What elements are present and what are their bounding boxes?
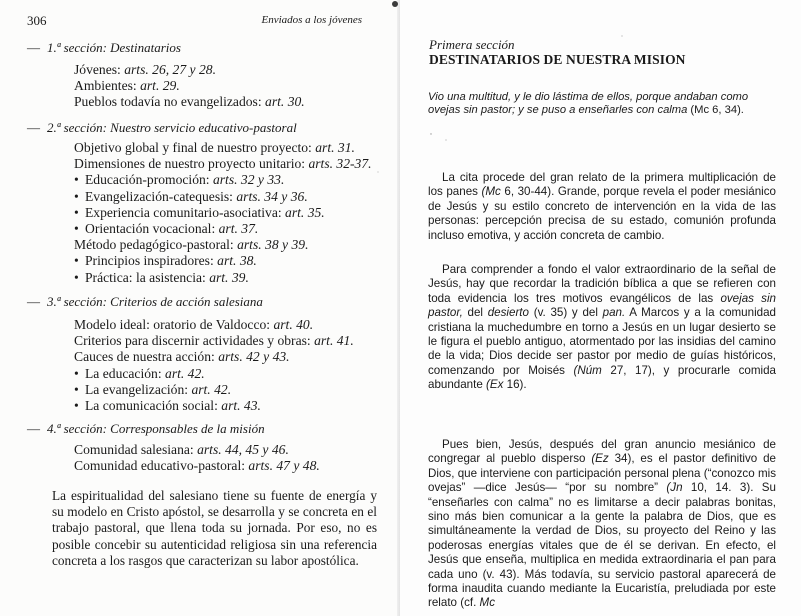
index-line: [74, 317, 354, 333]
index-line: [74, 366, 354, 382]
section-lines: [74, 317, 354, 414]
article-reference: art. 31.: [315, 140, 355, 155]
index-line-text: Cauces de nuestra acción:: [74, 349, 219, 365]
index-line-text: Orientación vocacional:: [85, 221, 219, 237]
italic-run: (Núm: [573, 363, 602, 377]
italic-run: ovejas sin pastor,: [428, 291, 777, 320]
index-line-text: La educación:: [85, 365, 166, 381]
epigraph: [428, 91, 775, 117]
index-line: [74, 156, 372, 172]
article-reference: art. 37.: [218, 221, 259, 237]
italic-run: (Jn: [666, 481, 683, 495]
index-line-text: Criterios para discernir actividades y obras:: [74, 333, 315, 349]
section-heading: — 3.ª sección: Criterios de acción salesiana: [27, 294, 263, 309]
index-line: [74, 237, 372, 253]
text-run: 27, 17), y procurarle comida abundante: [428, 363, 777, 392]
article-reference: arts. 32 y 33.: [212, 172, 285, 188]
index-line: [74, 140, 372, 156]
italic-run: (Mc: [481, 185, 501, 199]
article-reference: arts. 34 y 36.: [236, 188, 308, 204]
closing-paragraph: La espiritualidad del salesiano tiene su fuente de energía y su modelo en Cristo apóstol, se desarrolla y se concreta en el trabajo pastoral, que llena toda su jornada. Por eso, no es posible concebir su autenticidad religiosa sin una referencia concreta a los rasgos que caracterizan su labor apostólica.: [52, 488, 377, 568]
body-paragraph: [428, 438, 776, 611]
section-heading: — 4.ª sección: Corresponsables de la misión: [27, 421, 265, 436]
index-line-text: Dimensiones de nuestro proyecto unitario:: [74, 156, 309, 172]
article-reference: art. 39.: [209, 269, 249, 285]
text-run: 34), es el pastor definitivo de Dios, que interviene con participación personal plena (“conozco mis ovejas” —dice Jesús— “por su nombre”: [428, 452, 776, 495]
index-line-text: Evangelización-catequesis:: [85, 188, 237, 204]
italic-run: desierto: [487, 306, 529, 320]
text-run: del: [462, 306, 488, 320]
article-reference: arts. 26, 27 y 28.: [124, 62, 216, 77]
index-line-text: Método pedagógico-pastoral:: [74, 237, 238, 253]
article-reference: arts. 47 y 48.: [248, 458, 320, 474]
index-line: [74, 78, 305, 94]
index-line: [74, 270, 372, 286]
section-lines: [74, 62, 305, 111]
index-line: [74, 205, 372, 221]
section-lines: [74, 140, 372, 286]
article-reference: art. 35.: [285, 204, 325, 220]
index-line-text: Comunidad educativo-pastoral:: [74, 458, 249, 474]
article-reference: art. 29.: [140, 78, 180, 94]
running-title: Enviados a los jóvenes: [261, 14, 362, 26]
text-run: 16).: [503, 378, 527, 392]
text-run: Para comprender a fondo el valor extraordinario de la señal de Jesús, hay que recordar la tradición bíblica a que se refieren con toda evidencia los tres motivos evangélicos de las: [428, 263, 776, 305]
index-line-text: La comunicación social:: [85, 398, 222, 414]
text-run: Pues bien, Jesús, después del gran anuncio mesiánico de congregar al pueblo disperso: [428, 438, 776, 466]
index-line: [74, 349, 354, 365]
index-line-text: Pueblos todavía no evangelizados:: [74, 94, 266, 110]
text-run: La cita procede del gran relato de la primera multiplicación de los panes: [428, 171, 776, 199]
section-heading: — 1.ª sección: Destinatarios: [27, 40, 181, 55]
body-paragraph: [428, 263, 776, 393]
running-head: [27, 13, 362, 31]
index-line-text: Educación-promoción:: [85, 172, 213, 188]
index-line: [74, 189, 372, 205]
chapter-title: DESTINATARIOS DE NUESTRA MISION: [429, 52, 686, 67]
italic-run: (Ez: [591, 452, 609, 466]
index-line-text: Práctica: la asistencia:: [85, 269, 210, 285]
text-run: 10, 14. 3). Su “enseñarles con calma” no es limitarse a decir palabras bonitas, sino más bien comunicar a la gente la palabra de Dios, que es simultáneamente la verdad de Dios, su proyecto del Reino y las poderosas energías vitales que de él se derivan. En efecto, el Jesús que enseña, multiplica en medida extraordinaria el pan para cada uno (v. 43). Más todavía, su servicio pastoral aparecerá de forma inaudita cuando mediante la Eucaristía, preludiada por este relato (cf.: [428, 481, 776, 610]
index-line: [74, 221, 372, 237]
index-line-text: Comunidad salesiana:: [74, 442, 198, 457]
article-reference: arts. 42 y 43.: [218, 349, 290, 365]
index-line: [74, 398, 354, 414]
page-number: 306: [27, 13, 47, 28]
index-line: [74, 442, 320, 458]
article-reference: art. 43.: [221, 398, 261, 414]
epigraph-quote: Vio una multitud, y le dio lástima de ellos, porque andaban como ovejas sin pastor; y se puso a enseñarles con calma: [428, 91, 749, 116]
index-line-text: La evangelización:: [85, 381, 192, 397]
section-lines: [74, 442, 320, 474]
index-line-text: Objetivo global y final de nuestro proyecto:: [74, 140, 316, 155]
index-line-text: Ambientes:: [74, 78, 141, 94]
article-reference: art. 38.: [217, 253, 257, 269]
index-line: [74, 382, 354, 398]
index-line: [74, 333, 354, 349]
article-reference: arts. 44, 45 y 46.: [197, 442, 289, 457]
index-line: [74, 458, 320, 474]
section-label: Primera sección: [429, 37, 515, 52]
article-reference: art. 41.: [314, 333, 354, 349]
text-run: 6, 30-44). Grande, porque revela el poder mesiánico de Jesús y su estilo concreto de intervención en la vida de las personas: percepción precisa de su estado, comunión profunda incluso emotiva, y acción concreta de cambio.: [428, 185, 776, 242]
left-page: [0, 0, 400, 616]
index-line: [74, 172, 372, 188]
epigraph-citation: (Mc 6, 34).: [687, 103, 744, 116]
index-line-text: Principios inspiradores:: [85, 253, 218, 269]
section-heading: — 2.ª sección: Nuestro servicio educativo-pastoral: [27, 120, 297, 135]
article-reference: arts. 38 y 39.: [237, 237, 309, 253]
article-reference: arts. 32-37.: [308, 156, 372, 172]
text-run: (v. 35) y del: [528, 306, 603, 320]
italic-run: Mc: [479, 596, 496, 610]
article-reference: art. 42.: [191, 381, 232, 397]
index-line-text: Experiencia comunitario-asociativa:: [85, 204, 286, 220]
article-reference: art. 42.: [165, 365, 205, 381]
article-reference: art. 30.: [265, 94, 305, 110]
index-line: [74, 253, 372, 269]
italic-run: (Ex: [486, 378, 504, 392]
index-line: [74, 62, 305, 78]
index-line-text: Jóvenes:: [74, 62, 125, 77]
article-reference: art. 40.: [273, 317, 314, 332]
index-line-text: Modelo ideal: oratorio de Valdocco:: [74, 317, 274, 332]
text-run: A Marcos y a la comunidad cristiana la muchedumbre en torno a Jesús en un lugar desierto se le figura el pueblo antiguo, atormentado por las insidias del camino de la vida; Dios decide ser pastor por medio de guías históricos, comenzando por Moisés: [428, 306, 776, 377]
italic-run: pan.: [602, 306, 626, 320]
body-paragraph: [428, 171, 776, 243]
index-line: [74, 94, 305, 110]
